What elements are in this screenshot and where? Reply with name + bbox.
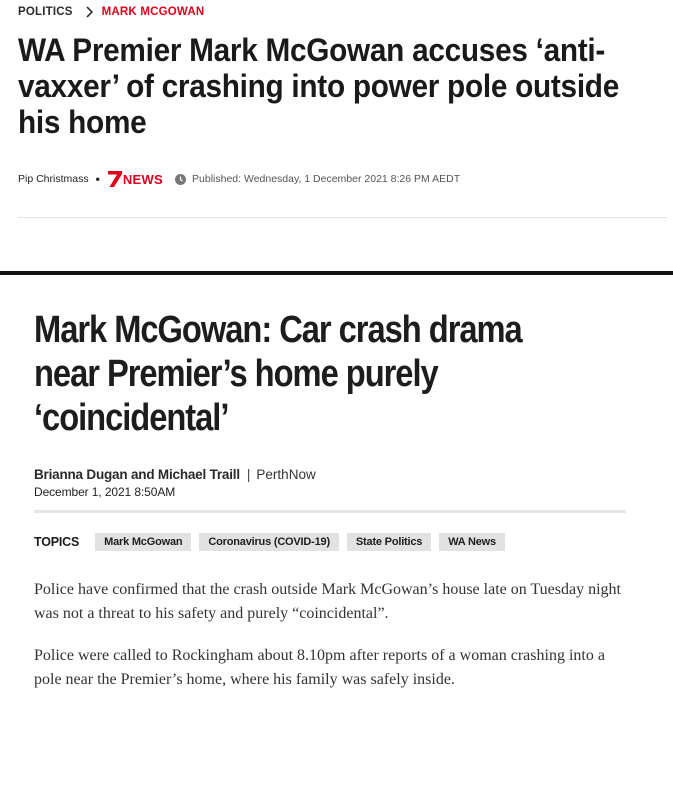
- meta-divider: [18, 217, 667, 218]
- topics-bar: [34, 533, 513, 551]
- topics-label: TOPICS: [34, 535, 80, 549]
- breadcrumb-politics[interactable]: POLITICS: [18, 6, 73, 18]
- authors-link[interactable]: Brianna Dugan and Michael Traill: [34, 466, 240, 482]
- 7news-logo[interactable]: [108, 171, 163, 187]
- article-paragraph: Police were called to Rockingham about 8.10pm after reports of a woman crashing into a pole near the Premier’s home, where his family was safely inside.: [34, 647, 605, 688]
- published-date: Published: Wednesday, 1 December 2021 8:26 PM AEDT: [192, 173, 461, 185]
- topic-tag-coronavirus[interactable]: Coronavirus (COVID-19): [199, 533, 339, 551]
- logo-text: NEWS: [122, 171, 164, 187]
- chevron-right-icon: [86, 6, 93, 18]
- top-article: [0, 0, 673, 271]
- topics-divider: [34, 510, 626, 513]
- article-paragraph: Police have confirmed that the crash outside Mark McGowan’s house late on Tuesday night was not a threat to his safety and purely “coincidental”.: [34, 581, 621, 622]
- second-article-title: Mark McGowan: Car crash drama near Premier’s home purely ‘coincidental’: [34, 309, 522, 439]
- byline: [34, 465, 316, 483]
- seven-logo-icon: [108, 171, 122, 187]
- page-title: WA Premier Mark McGowan accuses ‘anti-vaxxer’ of crashing into power pole outside his home: [18, 32, 619, 140]
- topic-tag-wa-news[interactable]: WA News: [439, 533, 505, 551]
- separator-dot: •: [95, 172, 100, 186]
- topic-tag-state-politics[interactable]: State Politics: [347, 533, 431, 551]
- breadcrumb: [18, 5, 204, 19]
- author-link[interactable]: Pip Christmass: [18, 173, 89, 185]
- clock-icon: [175, 174, 186, 185]
- breadcrumb-mark-mcgowan[interactable]: MARK MCGOWAN: [101, 6, 205, 18]
- article-date: December 1, 2021 8:50AM: [34, 485, 176, 499]
- article-meta: [18, 171, 460, 187]
- topic-tag-mark-mcgowan[interactable]: Mark McGowan: [95, 533, 191, 551]
- outlet-name: PerthNow: [256, 466, 316, 482]
- byline-separator: |: [246, 466, 251, 482]
- section-divider: [0, 271, 673, 275]
